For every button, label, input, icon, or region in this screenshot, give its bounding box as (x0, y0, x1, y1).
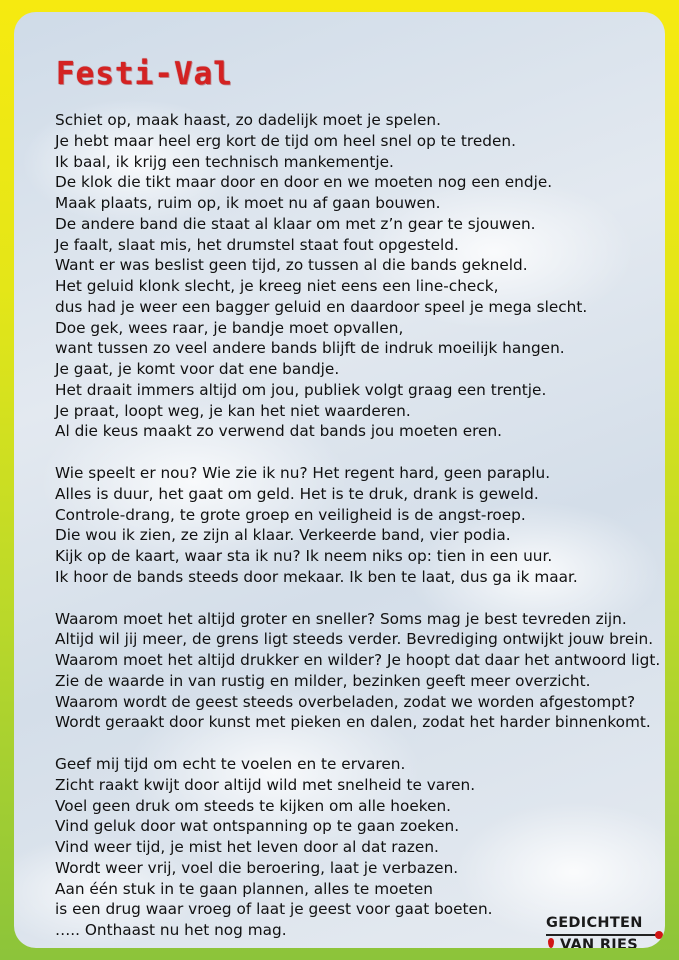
poem-line: Alles is duur, het gaat om geld. Het is te druk, drank is geweld. (55, 484, 539, 503)
poem-line: Geef mij tijd om echt te voelen en te ervaren. (55, 755, 406, 773)
poem-line: Voel geen druk om steeds te kijken om alle hoeken. (55, 796, 452, 815)
poem-line: Wordt geraakt door kunst met pieken en dalen, zodat het harder binnenkomt. (55, 713, 651, 732)
poem-line: Je hebt maar heel erg kort de tijd om heel snel op te treden. (55, 131, 516, 150)
poem-line: Schiet op, maak haast, zo dadelijk moet je spelen. (55, 111, 441, 129)
poem-line: Ik baal, ik krijg een technisch mankementje. (55, 152, 394, 171)
stanza (55, 110, 665, 442)
poem-line: Je gaat, je komt voor dat ene bandje. (55, 360, 340, 378)
poem-line: Aan één stuk in te gaan plannen, alles te moeten (55, 879, 433, 898)
poem-line: Je faalt, slaat mis, het drumstel staat fout opgesteld. (55, 235, 459, 254)
poem-line: want tussen zo veel andere bands blijft de indruk moeilijk hangen. (55, 339, 565, 358)
poem-line: Het geluid klonk slecht, je kreeg niet eens een line-check, (55, 277, 499, 295)
poem-line: Wie speelt er nou? Wie zie ik nu? Het regent hard, geen paraplu. (55, 464, 551, 482)
poem-line: Al die keus maakt zo verwend dat bands jou moeten eren. (55, 422, 503, 441)
stanza (55, 609, 665, 734)
poem-line: Controle-drang, te grote groep en veiligheid is de angst-roep. (55, 505, 526, 524)
poem-line: Altijd wil jij meer, de grens ligt steeds verder. Bevrediging ontwijkt jouw brein. (55, 630, 654, 649)
poem-line: Zicht raakt kwijt door altijd wild met snelheid te varen. (55, 775, 476, 794)
poem-line: Want er was beslist geen tijd, zo tussen al die bands gekneld. (55, 256, 528, 275)
poem-line: Het draait immers altijd om jou, publiek volgt graag een trentje. (55, 380, 547, 399)
poem-line: Je praat, loopt weg, je kan het niet waarderen. (55, 401, 411, 420)
poem-line: De andere band die staat al klaar om met z’n gear te sjouwen. (55, 214, 536, 233)
poem-line: Doe gek, wees raar, je bandje moet opvallen, (55, 318, 404, 337)
gedichten-van-ries-logo (546, 907, 664, 948)
poem-line: Waarom moet het altijd drukker en wilder? Je hoopt dat daar het antwoord ligt. (55, 651, 661, 669)
logo-text-top: GEDICHTEN (546, 915, 643, 931)
stanza (55, 463, 665, 588)
poem-card (14, 12, 665, 948)
logo-divider (546, 934, 659, 936)
poem-line: Kijk op de kaart, waar sta ik nu? Ik neem niks op: tien in een uur. (55, 547, 553, 565)
poem-line: Ik hoor de bands steeds door mekaar. Ik ben te laat, dus ga ik maar. (55, 567, 578, 586)
poem-line: Die wou ik zien, ze zijn al klaar. Verkeerde band, vier podia. (55, 526, 511, 545)
poem-line: Waarom moet het altijd groter en sneller? Soms mag je best tevreden zijn. (55, 609, 627, 628)
poem-title: Festi-Val (56, 56, 233, 92)
poem-line: Vind geluk door wat ontspanning op te gaan zoeken. (55, 817, 460, 836)
poem-line: Zie de waarde in van rustig en milder, bezinken geeft meer overzicht. (55, 671, 591, 690)
poem-line: is een drug waar vroeg of laat je geest voor gaat boeten. (55, 900, 493, 919)
logo-text-bottom: VAN RIES (560, 937, 638, 948)
logo-drop-icon (548, 938, 554, 948)
poem-line: dus had je weer een bagger geluid en daardoor speel je mega slecht. (55, 297, 588, 316)
poem-line: Wordt weer vrij, voel die beroering, laat je verbazen. (55, 858, 459, 877)
poem-line: Waarom wordt de geest steeds overbeladen, zodat we worden afgestompt? (55, 692, 636, 711)
logo-dot-icon (655, 931, 663, 939)
poem-line: De klok die tikt maar door en door en we moeten nog een endje. (55, 173, 553, 192)
poem-line: ….. Onthaast nu het nog mag. (55, 921, 287, 939)
poem-body (55, 110, 665, 948)
poem-line: Vind weer tijd, je mist het leven door al dat razen. (55, 838, 439, 856)
poem-line: Maak plaats, ruim op, ik moet nu af gaan bouwen. (55, 194, 441, 212)
